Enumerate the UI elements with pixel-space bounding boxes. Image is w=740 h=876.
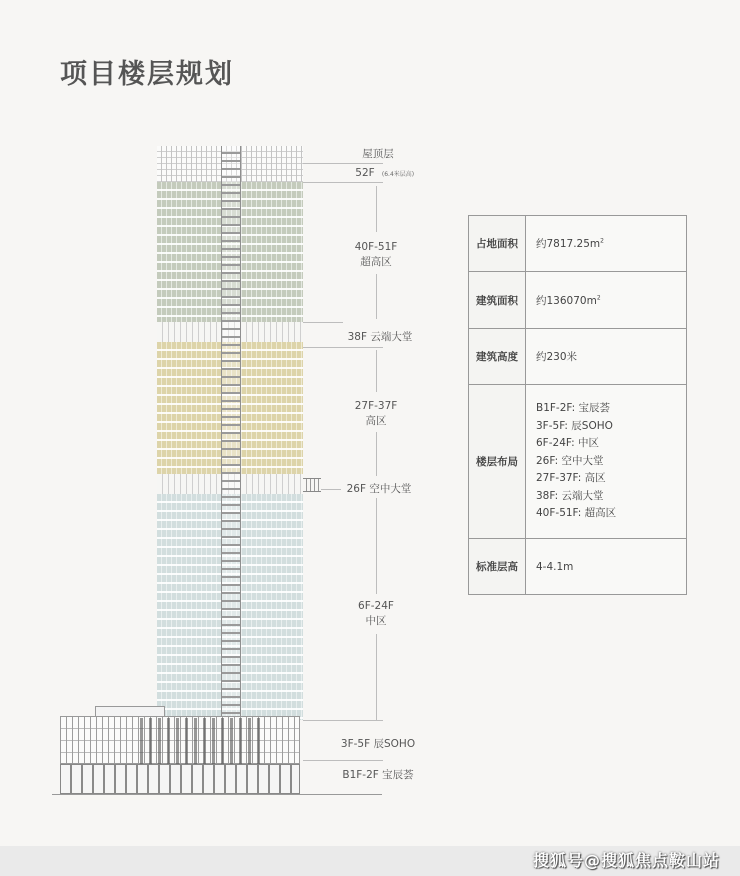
list-item: 38F: 云端大堂 xyxy=(536,489,604,502)
table-key: 占地面积 xyxy=(469,216,526,272)
dimension-super-bottom xyxy=(376,274,377,319)
table-key: 楼层布局 xyxy=(469,385,526,539)
watermark: 搜狐号@搜狐焦点鞍山站 xyxy=(532,851,720,870)
building-area-value: 约136070m xyxy=(536,294,597,307)
table-row xyxy=(469,272,687,329)
label-mid-name: 中区 xyxy=(365,615,387,627)
label-52f-note: (6.4米层高) xyxy=(381,171,415,178)
sky-lobby-cantilever xyxy=(303,478,321,492)
label-38f: 38F 云端大堂 xyxy=(347,331,413,343)
floor-layout-list xyxy=(526,385,687,539)
project-info-table xyxy=(468,215,687,595)
label-soho: 3F-5F 辰SOHO xyxy=(340,738,416,750)
dimension-super-top xyxy=(376,186,377,232)
label-roof: 屋顶层 xyxy=(362,148,394,160)
table-row xyxy=(469,329,687,385)
land-area-value: 约7817.25m xyxy=(536,238,601,250)
table-row xyxy=(469,385,687,539)
list-item: B1F-2F: 宝辰荟 xyxy=(536,402,610,415)
dimension-high-bottom xyxy=(376,432,377,476)
list-item: 27F-37F: 高区 xyxy=(536,472,606,485)
table-value: 4-4.1m xyxy=(526,539,687,595)
list-item: 26F: 空中大堂 xyxy=(536,454,604,467)
guide-line-3f xyxy=(303,760,383,761)
tower-elevation xyxy=(157,146,303,720)
label-26f: 26F 空中大堂 xyxy=(346,483,412,495)
table-value xyxy=(526,216,687,272)
list-item: 3F-5F: 辰SOHO xyxy=(536,419,613,432)
guide-line-38f xyxy=(303,322,343,323)
list-item: 6F-24F: 中区 xyxy=(536,437,599,450)
table-key: 建筑高度 xyxy=(469,329,526,385)
dimension-mid-bottom xyxy=(376,634,377,720)
dimension-mid-top xyxy=(376,498,377,594)
table-row xyxy=(469,539,687,595)
tower-core xyxy=(221,146,241,720)
table-value xyxy=(526,272,687,329)
label-super-name: 超高区 xyxy=(360,256,392,268)
label-high-range: 27F-37F xyxy=(354,400,398,412)
label-mid-range: 6F-24F xyxy=(358,600,394,612)
label-high-name: 高区 xyxy=(365,415,387,427)
table-value: 约230米 xyxy=(526,329,687,385)
list-item: 40F-51F: 超高区 xyxy=(536,507,617,520)
page-title: 项目楼层规划 xyxy=(60,59,234,90)
podium-retail xyxy=(60,764,300,794)
guide-line-52f xyxy=(303,182,383,183)
table-row xyxy=(469,216,687,272)
guide-line-roof xyxy=(303,163,383,164)
label-base: B1F-2F 宝辰荟 xyxy=(342,769,414,781)
guide-line-37f xyxy=(303,347,383,348)
land-area-unit-sup: 2 xyxy=(600,237,604,245)
ground-line xyxy=(52,794,382,795)
dimension-high-top xyxy=(376,350,377,392)
label-super-range: 40F-51F xyxy=(354,241,398,253)
label-52f: 52F xyxy=(355,167,375,179)
table-key: 标准层高 xyxy=(469,539,526,595)
podium-facade-fins xyxy=(140,718,262,764)
guide-line-6f xyxy=(303,720,383,721)
guide-line-26f xyxy=(321,489,341,490)
building-area-unit-sup: 2 xyxy=(596,294,601,301)
table-key: 建筑面积 xyxy=(469,272,526,329)
